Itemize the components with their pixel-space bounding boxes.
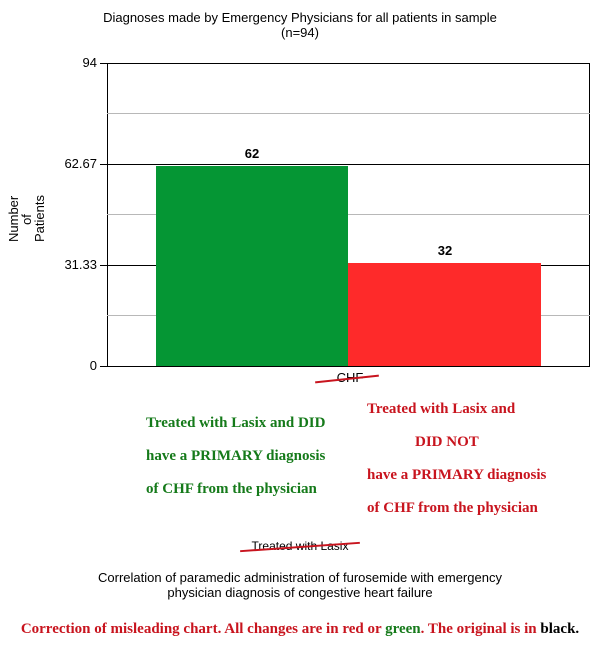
x-category-label: CHF	[336, 370, 364, 385]
legend-red-line: Treated with Lasix and	[367, 401, 516, 417]
y-axis-label-line: Number	[6, 195, 21, 242]
y-tick	[100, 265, 107, 266]
legend-green	[146, 407, 325, 506]
y-tick	[100, 366, 107, 367]
gridline-62-67	[107, 164, 590, 165]
chart-caption	[0, 570, 600, 600]
y-tick-label-62-67: 62.67	[64, 156, 97, 171]
bar-did-have-chf	[156, 166, 348, 366]
y-tick-label-94: 94	[82, 55, 97, 70]
note-text: . The original is in	[420, 621, 541, 637]
note-text-black: black.	[540, 621, 580, 637]
legend-red-line: have a PRIMARY diagnosis	[367, 467, 547, 483]
legend-green-line: of CHF from the physician	[146, 481, 317, 497]
note-text-green: green	[385, 621, 421, 637]
legend-red-line: of CHF from the physician	[367, 500, 538, 516]
correction-note	[0, 621, 600, 638]
chart-title	[0, 10, 600, 40]
gridline-minor	[107, 113, 590, 114]
y-axis-label-line: Patients	[32, 195, 47, 242]
legend-green-line: have a PRIMARY diagnosis	[146, 448, 326, 464]
x-axis-title: Treated with Lasix	[251, 539, 349, 553]
note-text: Correction of misleading chart. All changes are in red or	[20, 621, 386, 637]
y-tick	[100, 164, 107, 165]
caption-line: physician diagnosis of congestive heart failure	[167, 585, 433, 600]
legend-red-line: DID NOT	[415, 434, 479, 450]
chart-title-line1: Diagnoses made by Emergency Physicians for all patients in sample	[103, 10, 497, 25]
bar-value-label-red: 32	[437, 243, 453, 258]
bar-value-label-green: 62	[244, 146, 260, 161]
chart-subtitle: (n=94)	[281, 25, 319, 40]
y-axis-label	[7, 197, 46, 242]
x-axis-line	[107, 366, 590, 367]
caption-line: Correlation of paramedic administration of furosemide with emergency	[98, 570, 502, 585]
y-tick-label-31-33: 31.33	[64, 257, 97, 272]
gridline-94	[107, 63, 590, 64]
legend-red	[367, 393, 546, 525]
legend-green-line: Treated with Lasix and DID	[146, 415, 326, 431]
y-axis-label-line: of	[19, 214, 34, 225]
bar-did-not-have-chf	[348, 263, 541, 366]
y-tick	[100, 63, 107, 64]
y-tick-label-0: 0	[89, 358, 97, 373]
